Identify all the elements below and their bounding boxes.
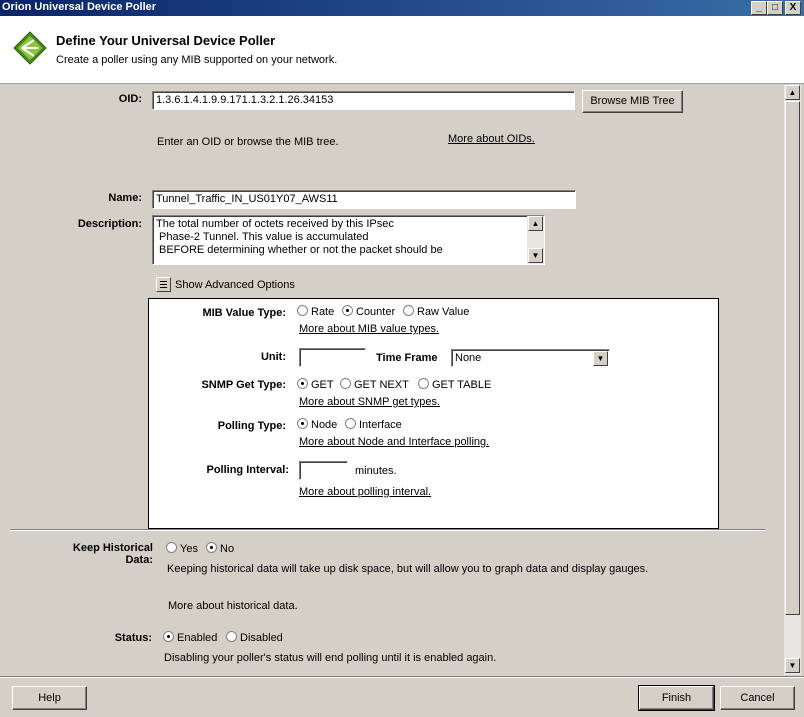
- radio-icon: [166, 542, 177, 553]
- chevron-down-icon[interactable]: ▼: [593, 351, 608, 366]
- browse-mib-tree-button[interactable]: Browse MIB Tree: [582, 90, 683, 113]
- status-enabled-radio[interactable]: Enabled: [163, 631, 217, 644]
- oid-input[interactable]: 1.3.6.1.4.1.9.9.171.1.3.2.1.26.34153: [152, 91, 575, 110]
- section-divider: [10, 529, 765, 531]
- scroll-down-icon[interactable]: ▼: [528, 248, 543, 263]
- keep-historical-label: Keep Historical Data:: [72, 542, 153, 566]
- maximize-button[interactable]: □: [767, 1, 783, 15]
- close-button[interactable]: X: [785, 1, 801, 15]
- description-line: Phase-2 Tunnel. This value is accumulated: [159, 231, 369, 243]
- description-line: The total number of octets received by this IPsec: [156, 218, 394, 230]
- radio-icon: [403, 305, 414, 316]
- radio-selected-icon: [297, 378, 308, 389]
- description-label: Description:: [77, 218, 142, 230]
- finish-button[interactable]: Finish: [639, 686, 714, 710]
- title-bar: [0, 0, 804, 16]
- description-textarea[interactable]: [152, 215, 545, 265]
- snmp-get-type-label: SNMP Get Type:: [201, 379, 286, 391]
- polling-interval-units: minutes.: [355, 465, 397, 477]
- main-scrollbar[interactable]: [784, 85, 801, 675]
- page-title: Define Your Universal Device Poller: [56, 33, 276, 48]
- description-scrollbar[interactable]: [527, 216, 544, 264]
- time-frame-label: Time Frame: [376, 352, 438, 364]
- snmp-get-radio[interactable]: GET: [297, 378, 334, 391]
- polling-type-node-radio[interactable]: Node: [297, 418, 337, 431]
- status-hint: Disabling your poller's status will end polling until it is enabled again.: [164, 652, 497, 664]
- more-about-snmp-get-types-link[interactable]: More about SNMP get types.: [299, 396, 441, 408]
- polling-type-interface-radio[interactable]: Interface: [345, 418, 402, 431]
- radio-icon: [297, 305, 308, 316]
- scrollbar-thumb[interactable]: [785, 101, 800, 615]
- description-line: BEFORE determining whether or not the packet should be: [159, 244, 443, 256]
- unit-label: Unit:: [260, 351, 286, 363]
- leaf-logo-icon: [12, 30, 48, 66]
- radio-icon: [418, 378, 429, 389]
- more-about-polling-interval-link[interactable]: More about polling interval.: [299, 486, 432, 498]
- mib-value-counter-radio[interactable]: Counter: [342, 305, 395, 318]
- polling-interval-label: Polling Interval:: [206, 464, 289, 476]
- more-about-historical-data: More about historical data.: [168, 600, 298, 612]
- snmp-get-table-radio[interactable]: GET TABLE: [418, 378, 491, 391]
- more-about-oids-link[interactable]: More about OIDs.: [448, 133, 535, 145]
- cancel-button[interactable]: Cancel: [720, 686, 795, 710]
- wizard-header: [0, 16, 804, 84]
- name-input[interactable]: Tunnel_Traffic_IN_US01Y07_AWS11: [152, 190, 576, 209]
- snmp-get-next-radio[interactable]: GET NEXT: [340, 378, 409, 391]
- time-frame-select[interactable]: None ▼: [451, 349, 610, 367]
- scroll-down-icon[interactable]: ▼: [785, 658, 800, 673]
- window-title: Orion Universal Device Poller: [2, 1, 157, 13]
- status-disabled-radio[interactable]: Disabled: [226, 631, 283, 644]
- more-about-mib-value-types-link[interactable]: More about MIB value types.: [299, 323, 440, 335]
- polling-type-label: Polling Type:: [217, 420, 286, 432]
- mib-value-type-label: MIB Value Type:: [202, 307, 286, 319]
- name-label: Name:: [108, 192, 142, 204]
- more-about-polling-types-link[interactable]: More about Node and Interface polling.: [299, 436, 490, 448]
- radio-selected-icon: [342, 305, 353, 316]
- page-subtitle: Create a poller using any MIB supported on your network.: [56, 54, 338, 66]
- scroll-up-icon[interactable]: ▲: [785, 85, 800, 100]
- mib-value-raw-radio[interactable]: Raw Value: [403, 305, 469, 318]
- historical-no-radio[interactable]: No: [206, 542, 234, 555]
- radio-selected-icon: [206, 542, 217, 553]
- scroll-up-icon[interactable]: ▲: [528, 216, 543, 231]
- radio-selected-icon: [297, 418, 308, 429]
- unit-input[interactable]: [299, 348, 366, 367]
- oid-label: OID:: [118, 93, 142, 105]
- mib-value-rate-radio[interactable]: Rate: [297, 305, 334, 318]
- historical-hint: Keeping historical data will take up disk space, but will allow you to graph data and display gauges.: [167, 563, 649, 575]
- help-button[interactable]: Help: [12, 686, 87, 710]
- show-advanced-options-label[interactable]: Show Advanced Options: [175, 279, 295, 291]
- status-label: Status:: [114, 632, 152, 644]
- polling-interval-input[interactable]: [299, 461, 348, 480]
- radio-selected-icon: [163, 631, 174, 642]
- minimize-button[interactable]: _: [751, 1, 767, 15]
- minus-box-icon[interactable]: [156, 277, 171, 292]
- radio-icon: [340, 378, 351, 389]
- radio-icon: [345, 418, 356, 429]
- oid-hint: Enter an OID or browse the MIB tree.: [157, 136, 339, 148]
- historical-yes-radio[interactable]: Yes: [166, 542, 198, 555]
- footer-divider: [0, 676, 804, 678]
- radio-icon: [226, 631, 237, 642]
